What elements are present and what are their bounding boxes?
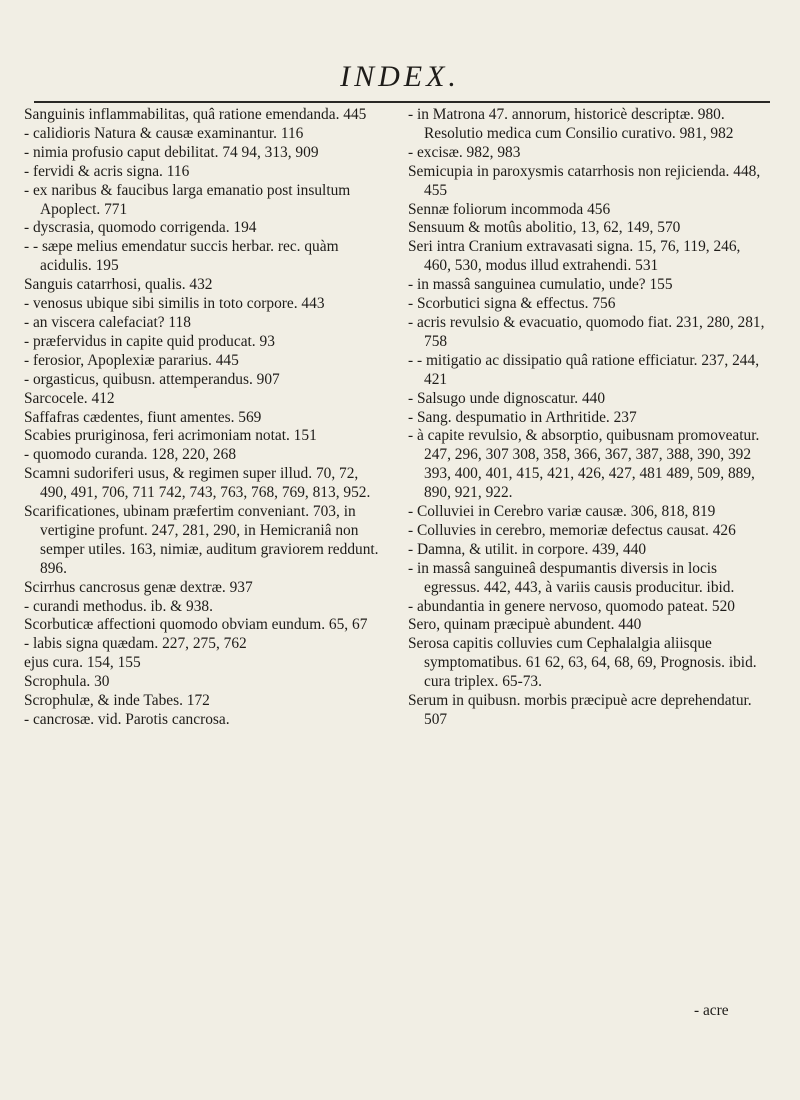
- index-entry: Scirrhus cancrosus genæ dextræ. 937: [24, 578, 253, 596]
- index-entry: Scarificationes, ubinam præfertim conveniant. 703, in vertigine profunt. 247, 281, 290, in Hemicraniâ non semper utiles. 163, nimiæ, auditum graviorem reddunt. 896.: [24, 503, 379, 577]
- index-entry: - cancrosæ. vid. Parotis cancrosa.: [24, 711, 230, 728]
- index-entry: - in massâ sanguineâ despumantis diversis in locis egressus. 442, 443, à variis causis producitur. ibid.: [408, 559, 735, 596]
- index-entry: Semicupia in paroxysmis catarrhosis non rejicienda. 448, 455: [408, 162, 761, 199]
- index-entry: - abundantia in genere nervoso, quomodo pateat. 520: [408, 597, 735, 615]
- index-entry: - orgasticus, quibusn. attemperandus. 907: [24, 370, 280, 388]
- index-entry: - Scorbutici signa & effectus. 756: [408, 295, 616, 313]
- index-entry: - Sang. despumatio in Arthritide. 237: [408, 408, 637, 426]
- index-entry: - in massâ sanguinea cumulatio, unde? 155: [408, 276, 673, 294]
- index-entry: - quomodo curanda. 128, 220, 268: [24, 446, 237, 464]
- index-entry: - fervidi & acris signa. 116: [24, 162, 190, 180]
- index-entry: - venosus ubique sibi similis in toto corpore. 443: [24, 295, 325, 313]
- index-entry: Scrophula. 30: [24, 673, 110, 691]
- right-column: [408, 106, 768, 730]
- index-entry: - - sæpe melius emendatur succis herbar. rec. quàm acidulis. 195: [24, 238, 339, 275]
- index-entry: - nimia profusio caput debilitat. 74 94, 313, 909: [24, 143, 319, 161]
- index-entry: - Colluvies in cerebro, memoriæ defectus causat. 426: [408, 521, 736, 539]
- index-entry: - in Matrona 47. annorum, historicè descriptæ. 980. Resolutio medica cum Consilio curativo. 981, 982: [408, 106, 734, 142]
- index-entry: Sanguis catarrhosi, qualis. 432: [24, 276, 213, 294]
- index-entry: Sensuum & motûs abolitio, 13, 62, 149, 570: [408, 219, 681, 237]
- page-header-title: INDEX.: [340, 60, 460, 93]
- index-entry: Sanguinis inflammabilitas, quâ ratione emendanda. 445: [24, 106, 367, 123]
- index-entry: Saffafras cædentes, fiunt amentes. 569: [24, 408, 262, 426]
- left-column: [24, 106, 384, 730]
- index-entry: - præfervidus in capite quid producat. 93: [24, 332, 275, 350]
- index-entry: - calidioris Natura & causæ examinantur. 116: [24, 124, 304, 142]
- index-entry: Sero, quinam præcipuè abundent. 440: [408, 616, 642, 634]
- header-rule: [34, 101, 770, 103]
- index-entry: - dyscrasia, quomodo corrigenda. 194: [24, 219, 257, 237]
- index-entry: - Salsugo unde dignoscatur. 440: [408, 389, 606, 407]
- index-entry: Serosa capitis colluvies cum Cephalalgia aliisque symptomatibus. 61 62, 63, 64, 68, 69, Prognosis. ibid. cura triplex. 65-73.: [408, 635, 757, 691]
- index-entry: Scamni sudoriferi usus, & regimen super illud. 70, 72, 490, 491, 706, 711 742, 743, 763, 768, 769, 813, 952.: [24, 465, 371, 502]
- catchword: - acre: [694, 1002, 729, 1019]
- index-entry: - ferosior, Apoplexiæ pararius. 445: [24, 351, 239, 369]
- index-entry: - ex naribus & faucibus larga emanatio post insultum Apoplect. 771: [24, 181, 351, 218]
- index-entry: - Damna, & utilit. in corpore. 439, 440: [408, 540, 647, 558]
- index-entry: - acris revulsio & evacuatio, quomodo fiat. 231, 280, 281, 758: [408, 313, 765, 350]
- index-entry: Sennæ foliorum incommoda 456: [408, 200, 611, 218]
- index-entry: Scabies pruriginosa, feri acrimoniam notat. 151: [24, 427, 317, 445]
- index-entry: - à capite revulsio, & absorptio, quibusnam promoveatur. 247, 296, 307 308, 358, 366, 367, 387, 388, 390, 392 393, 400, 401, 415, 421, 426, 427, 481 489, 509, 889, 890, 921, 922.: [408, 427, 760, 502]
- index-entry: - an viscera calefaciat? 118: [24, 313, 191, 331]
- index-entry: ejus cura. 154, 155: [24, 654, 141, 672]
- index-entry: Scorbuticæ affectioni quomodo obviam eundum. 65, 67: [24, 616, 368, 634]
- index-entry: Scrophulæ, & inde Tabes. 172: [24, 692, 210, 710]
- index-entry: - - mitigatio ac dissipatio quâ ratione efficiatur. 237, 244, 421: [408, 351, 760, 388]
- index-entry: Sarcocele. 412: [24, 389, 115, 407]
- index-entry: - excisæ. 982, 983: [408, 143, 521, 161]
- index-entry: - curandi methodus. ib. & 938.: [24, 597, 213, 615]
- index-entry: - Colluviei in Cerebro variæ causæ. 306, 818, 819: [408, 503, 716, 521]
- index-entry: - labis signa quædam. 227, 275, 762: [24, 635, 247, 653]
- index-entry: Seri intra Cranium extravasati signa. 15, 76, 119, 246, 460, 530, modus illud extrahendi. 531: [408, 238, 741, 275]
- index-entry: Serum in quibusn. morbis præcipuè acre deprehendatur. 507: [408, 692, 752, 728]
